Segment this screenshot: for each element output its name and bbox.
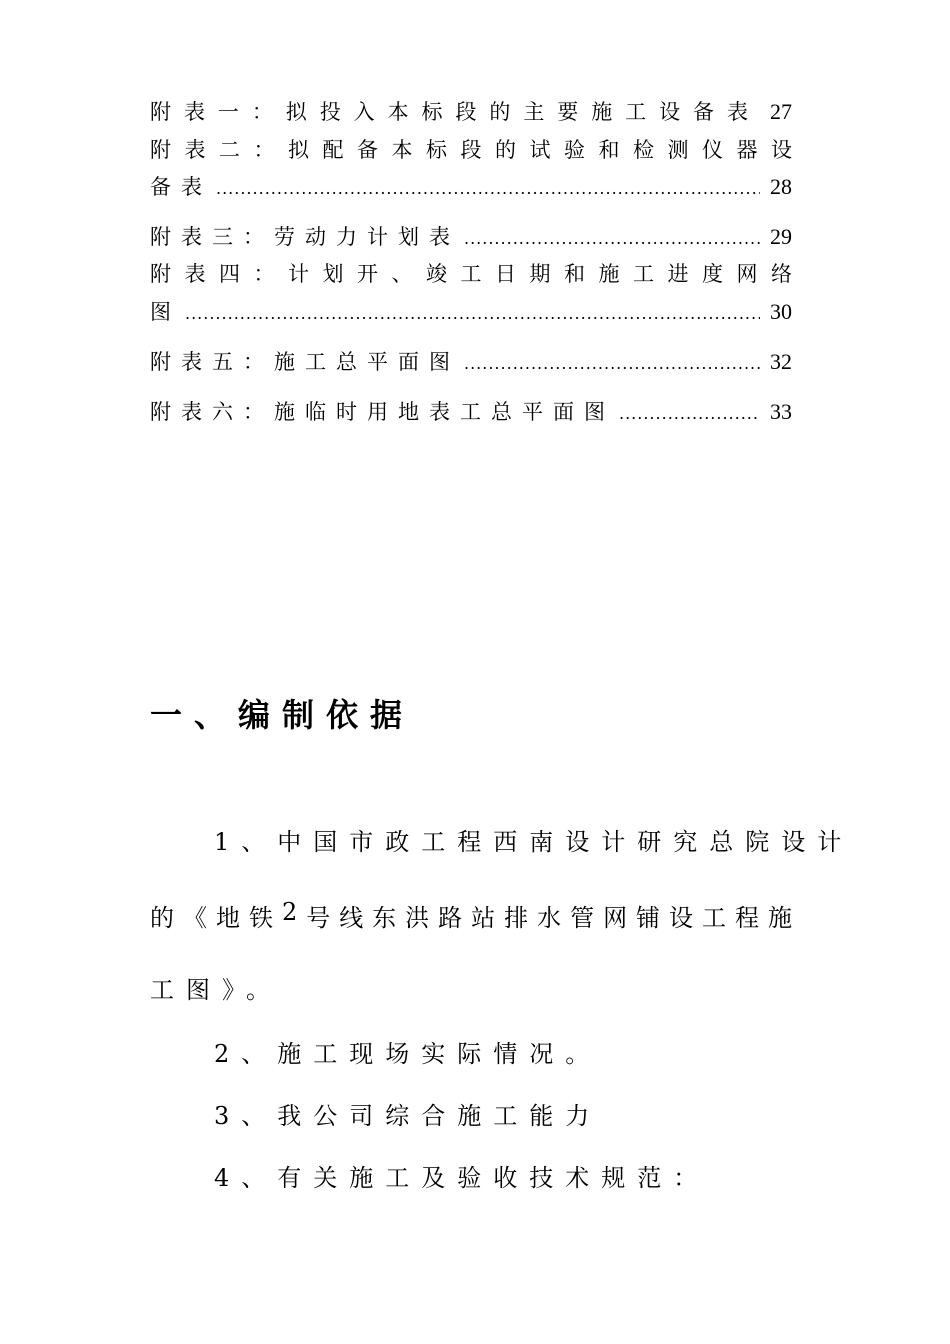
toc-entry[interactable] bbox=[150, 396, 792, 426]
list-item-1-line1: 1、中国市政工程西南设计研究总院设计 bbox=[214, 828, 854, 856]
list-item-1-line3: 工图》。 bbox=[150, 976, 282, 1004]
toc-entry-page: 32 bbox=[770, 349, 792, 374]
section-heading: 一、编制依据 bbox=[150, 696, 415, 734]
toc-entry-page: 33 bbox=[770, 399, 792, 424]
toc-leader-dots bbox=[464, 354, 760, 373]
toc-leader-dots bbox=[464, 229, 760, 248]
toc-entry-title: 附 表 二 ： 拟 配 备 本 标 段 的 试 验 和 检 测 仪 器 设 bbox=[150, 138, 792, 162]
list-item-4: 4、有关施工及验收技术规范： bbox=[214, 1164, 710, 1192]
list-item-1-line2: 的 《 地 铁 2 号 线 东 洪 路 站 排 水 管 网 铺 设 工 程 施 bbox=[150, 898, 792, 932]
toc-leader-dots bbox=[619, 404, 760, 423]
toc-entry-title: 附 表 一 ： 拟 投 入 本 标 段 的 主 要 施 工 设 备 表 bbox=[150, 100, 748, 124]
list-item-2: 2、施工现场实际情况。 bbox=[214, 1040, 602, 1068]
toc-entry-title: 备表 bbox=[150, 175, 212, 199]
toc-entry-page: 29 bbox=[770, 224, 792, 249]
toc-entry-title: 附表三：劳动力计划表 bbox=[150, 225, 460, 249]
toc-entry-title: 附 表 四 ： 计 划 开 、 竣 工 日 期 和 施 工 进 度 网 络 bbox=[150, 262, 792, 286]
toc-entry-title: 附表六：施临时用地表工总平面图 bbox=[150, 400, 615, 424]
toc-entry-page: 28 bbox=[770, 174, 792, 199]
toc-leader-dots bbox=[216, 179, 760, 198]
list-item-3: 3、我公司综合施工能力 bbox=[214, 1102, 602, 1130]
toc-entry-page: 30 bbox=[770, 299, 792, 324]
toc-entry[interactable] bbox=[150, 134, 792, 164]
toc-entry-continuation[interactable] bbox=[150, 171, 792, 201]
toc-entry-title: 图 bbox=[150, 300, 181, 324]
toc-entry[interactable] bbox=[150, 258, 792, 288]
toc-entry[interactable] bbox=[150, 346, 792, 376]
toc-entry-title: 附表五：施工总平面图 bbox=[150, 350, 460, 374]
toc-entry[interactable] bbox=[150, 96, 792, 126]
toc-entry[interactable] bbox=[150, 221, 792, 251]
toc-entry-continuation[interactable] bbox=[150, 296, 792, 326]
toc-entry-page: 27 bbox=[770, 99, 792, 124]
toc-leader-dots bbox=[185, 304, 760, 323]
